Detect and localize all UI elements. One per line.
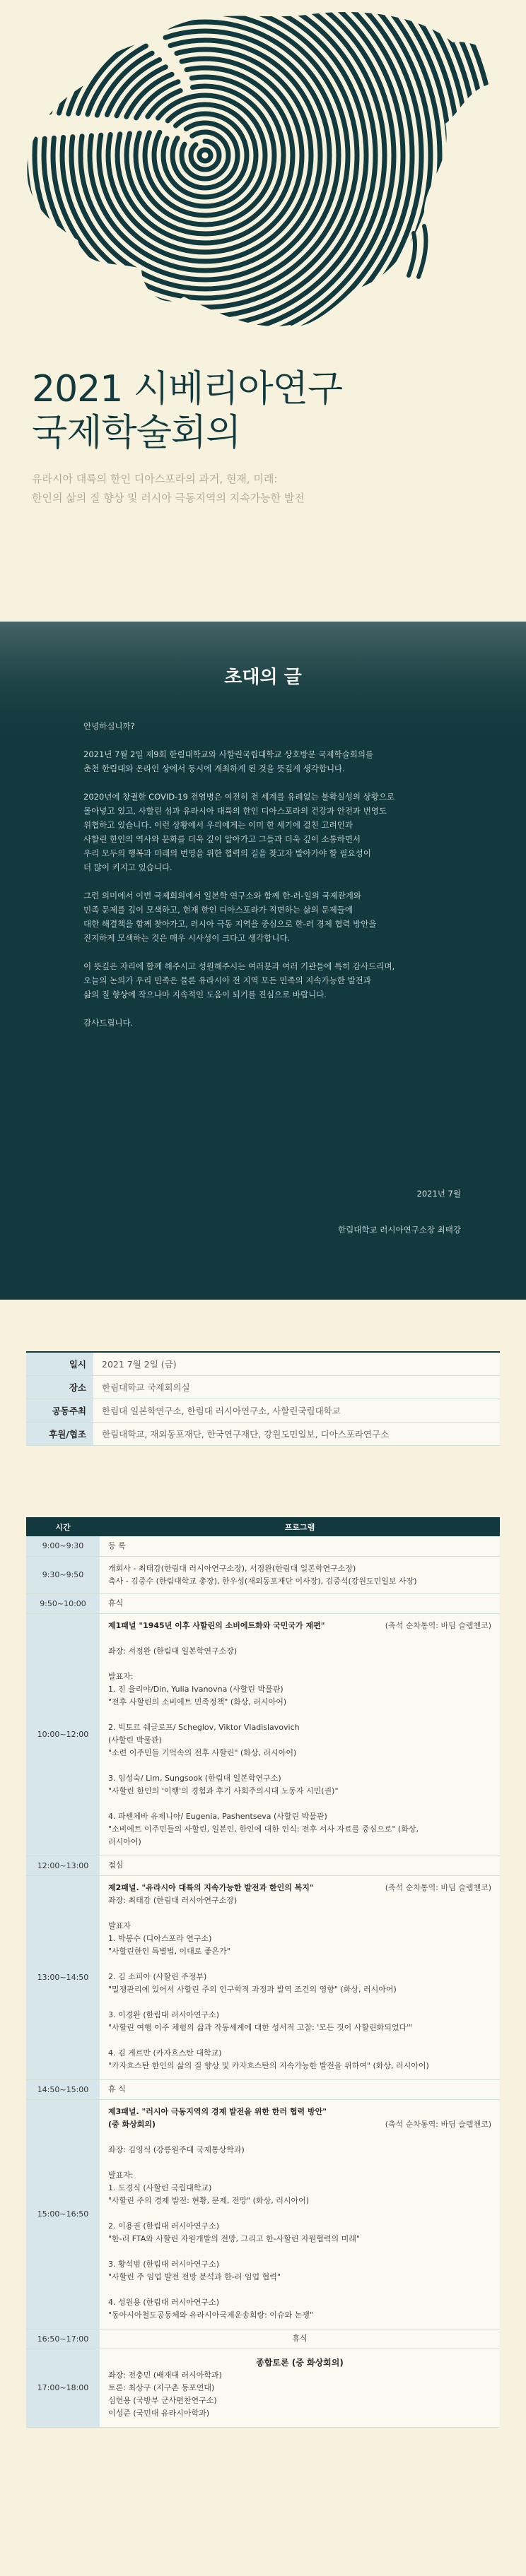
- program-time: 17:00~18:00: [26, 2349, 100, 2427]
- invitation-greeting: 안녕하십니까?: [83, 721, 135, 731]
- presenter-affiliation: (사할린 박물관): [108, 1735, 162, 1745]
- program-time: 9:00~9:30: [26, 1536, 100, 1556]
- invitation-p1-line: 2021년 7월 2일 제9회 한림대학교와 사할린국립대학교 상호방문 국제학술회의를: [83, 749, 374, 759]
- invitation-signature: 한림대학교 러시아연구소장 최태강: [338, 1225, 461, 1235]
- session-title: 종합토론 (중 화상회의): [256, 2357, 344, 2368]
- info-value: 한림대학교, 재외동포재단, 한국연구재단, 강원도민일보, 디아스포라연구소: [93, 1422, 500, 1445]
- program-content: [100, 1613, 500, 1856]
- invitation-paragraph-1: [83, 747, 451, 776]
- presenter-name: 3. 임성숙/ Lim, Sungsook (한림대 일본학연구소): [108, 1773, 281, 1783]
- session-title-line2: (중 화상회의): [108, 2119, 156, 2129]
- program-content: 등 록: [100, 1536, 500, 1556]
- program-content: 휴 식: [100, 2079, 500, 2099]
- program-time: 14:50~15:00: [26, 2079, 100, 2099]
- session-chair: 좌장: 김영식 (강릉원주대 국제통상학과): [108, 2144, 245, 2154]
- presentation-title: 러시아어): [108, 1836, 141, 1846]
- discussion-panelist: 심헌용 (국방부 군사편찬연구소): [108, 2395, 217, 2405]
- fingerprint-russia-map-icon: [0, 0, 526, 353]
- invitation-p3-line: 진지하게 모색하는 것은 매우 시사성이 크다고 생각합니다.: [83, 933, 291, 943]
- presenter-name: 4. 파쎈체바 유제니아/ Eugenia, Pashentseva (사할린 박물관): [108, 1811, 327, 1821]
- info-row-date: [26, 1352, 500, 1375]
- presentation-title: "사할린 주의 경제 발전: 현황, 문제, 전망" (화상, 러시아어): [108, 2195, 310, 2205]
- invitation-p1-line: 춘천 한림대와 온라인 상에서 동시에 개최하게 된 것을 뜻깊게 생각합니다.: [83, 764, 345, 773]
- presenter-name: 4. 성원용 (한림대 러시아연구소): [108, 2297, 220, 2307]
- presenter-name: 4. 김 게르만 (카자흐스탄 대학교): [108, 2048, 222, 2058]
- info-row-hosts: [26, 1399, 500, 1422]
- program-content: 휴식: [100, 2329, 500, 2349]
- presenter-name: 1. 박봉수 (디아스포라 연구소): [108, 1933, 212, 1943]
- session-header: [108, 1620, 491, 1632]
- invitation-body: [83, 719, 451, 1044]
- hero-subtitle-line1: 유라시아 대륙의 한인 디아스포라의 과거, 현재, 미래:: [32, 473, 278, 485]
- hero-section: [0, 0, 526, 622]
- hero-title-line1: 2021 시베리아연구: [32, 368, 343, 410]
- invitation-paragraph-3: [83, 889, 451, 945]
- presenter-name: 1. 진 율리야/Din, Yulia Ivanovna (사할린 박물관): [108, 1684, 284, 1694]
- program-time: 15:00~16:50: [26, 2099, 100, 2329]
- program-content: 점심: [100, 1856, 500, 1875]
- info-label: 일시: [26, 1352, 93, 1375]
- program-row-discussion: [26, 2349, 500, 2427]
- info-label: 장소: [26, 1375, 93, 1399]
- presentation-title: "사할린 한인의 '이행'의 경험과 후기 사회주의시대 노동자 시민(권)": [108, 1786, 339, 1796]
- invitation-date: 2021년 7월: [416, 1189, 461, 1199]
- session-interpreter: (축석 순차통역: 바딤 슬렙첸코): [385, 1620, 491, 1630]
- invitation-p2-line: 우리 모두의 행복과 미래의 번영을 위한 협력의 길을 찾고자 발아가야 할 필요성이: [83, 848, 371, 858]
- program-header-row: [26, 1517, 500, 1536]
- invitation-paragraph-2: [83, 790, 451, 874]
- program-time: 9:30~9:50: [26, 1556, 100, 1593]
- hero-subtitle-line2: 한인의 삶의 질 향상 및 러시아 극동지역의 지속가능한 발전: [32, 492, 305, 504]
- program-content: [100, 2349, 500, 2427]
- presenter-name: 1. 도경식 (사할린 국립대학교): [108, 2183, 212, 2192]
- program-content: [100, 1875, 500, 2079]
- presenter-name: 2. 김 소피아 (사할린 주정부): [108, 1971, 207, 1981]
- program-row-break: [26, 1593, 500, 1613]
- session-header: [108, 2118, 491, 2131]
- event-info-table: [26, 1351, 500, 1446]
- info-value: 한림대학교 국제회의실: [93, 1375, 500, 1399]
- program-content: 휴식: [100, 1593, 500, 1613]
- info-value: 한림대 일본학연구소, 한림대 러시아연구소, 사할린국립대학교: [93, 1399, 500, 1422]
- session-chair: 좌장: 서정완 (한림대 일본학연구소장): [108, 1646, 238, 1656]
- invitation-p3-line: 대한 해결책을 함께 찾아가고, 러시아 극동 지역을 중심으로 한-러 경제 협력 방안을: [83, 919, 377, 929]
- info-row-venue: [26, 1375, 500, 1399]
- invitation-p4-line: 오늘의 논의가 우리 민족은 물론 유라시아 전 지역 모든 민족의 지속가능한 발전과: [83, 975, 371, 985]
- session-interpreter: (축석 순차통역: 바딤 슬렙첸코): [385, 1882, 491, 1892]
- info-value: 2021 7월 2일 (금): [93, 1352, 500, 1375]
- program-time: 10:00~12:00: [26, 1613, 100, 1856]
- invitation-paragraph-4: [83, 959, 451, 1002]
- congratulatory-remarks: 축사 - 김중수 (한림대학교 총장), 한우성(재외동포재단 이사장), 김중석(강원도민일보 사장): [108, 1576, 417, 1586]
- invitation-p3-line: 민족 문제를 깊이 모색하고, 현재 한인 디아스포라가 직면하는 삶의 문제들에: [83, 905, 353, 915]
- invitation-p2-line: 사할린 한인의 역사와 문화를 더욱 깊이 알아가고 그들과 더욱 깊이 소통하면서: [83, 834, 361, 844]
- invitation-p2-line: 2020년에 창궐한 COVID-19 전염병은 여전히 전 세계를 유례없는 불확실성의 상황으로: [83, 792, 395, 802]
- presentation-title: "동아시아철도공동체와 유라시아국제운송회랑: 이슈와 논쟁": [108, 2310, 313, 2320]
- program-time: 13:00~14:50: [26, 1875, 100, 2079]
- discussion-chair: 좌장: 전충민 (배재대 러시아학과): [108, 2370, 222, 2380]
- invitation-heading: 초대의 글: [224, 667, 302, 688]
- presentation-title: "한-러 FTA와 사할린 자원개발의 전망, 그리고 한-사할린 자원협력의 미래": [108, 2233, 360, 2243]
- session-interpreter: (축석 순차통역: 바딤 슬렙첸코): [385, 2119, 491, 2129]
- program-row-session-1: [26, 1613, 500, 1856]
- program-row-break-3: [26, 2329, 500, 2349]
- session-presenters-label: 발표자: [108, 1921, 131, 1930]
- session-title: 제2패널. "유라시아 대륙의 지속가능한 발전과 한인의 복지": [108, 1882, 314, 1892]
- opening-remarks: 개회사 - 최태강(한림대 러시아연구소장), 서정완(한림대 일본학연구소장): [108, 1563, 356, 1573]
- hero-title-line2: 국제학술회의: [32, 412, 241, 454]
- invitation-p3-line: 그런 의미에서 이번 국제회의에서 일본학 연구소와 함께 한-러-일의 국제관계와: [83, 891, 362, 901]
- program-time: 9:50~10:00: [26, 1593, 100, 1613]
- presentation-title: "밀쟁관리에 있어서 사할린 주의 인구학적 과정과 발역 조건의 영향" (화상, 러시아어): [108, 1984, 397, 1994]
- program-content: [100, 1556, 500, 1593]
- session-title: 제1패널 "1945년 이후 사할린의 소비에트화와 국민국가 재편": [108, 1620, 325, 1630]
- presentation-title: "사할린한인 특별법, 이대로 좋은가": [108, 1946, 230, 1956]
- presentation-title: "전후 사할린의 소비에트 민족정책" (화상, 러시아어): [108, 1697, 287, 1707]
- presenter-name: 3. 이경완 (한림대 러시아연구소): [108, 2010, 220, 2019]
- session-header: [108, 1882, 491, 1894]
- invitation-p2-line: 위협하고 있습니다. 이런 상황에서 우리에게는 이미 한 세기에 걸친 고려인과: [83, 820, 353, 830]
- session-presenters-label: 발표자:: [108, 2170, 134, 2180]
- presenter-name: 2. 이용권 (한림대 러시아연구소): [108, 2221, 220, 2231]
- program-time: 16:50~17:00: [26, 2329, 100, 2349]
- program-table: [26, 1517, 500, 2428]
- session-chair: 좌장: 최태강 (한림대 러시아연구소장): [108, 1895, 238, 1905]
- presenter-name: 2. 빅토르 쉐글로프/ Scheglov, Viktor Vladislavovich: [108, 1722, 300, 1732]
- presentation-title: "사할린 여행 이주 체험의 삶과 작동세계에 대한 성서적 고찰: '모든 것이 사할린화되었다'": [108, 2022, 413, 2032]
- program-content: [100, 2099, 500, 2329]
- program-row-registration: [26, 1536, 500, 1556]
- presenter-name: 3. 황석범 (한림대 러시아연구소): [108, 2259, 220, 2269]
- presentation-title: "소련 이주민들 기억속의 전후 사할린" (화상, 러시아어): [108, 1747, 297, 1757]
- presentation-title: "카자흐스탄 한인의 삶의 질 향상 및 카자흐스탄의 지속가능한 발전을 위하여" (화상, 러시아어): [108, 2060, 429, 2070]
- invitation-thanks: 감사드립니다.: [83, 1018, 134, 1028]
- invitation-p4-line: 이 뜻깊은 자리에 함께 해주시고 성원해주시는 여러분과 여러 기관들에 특히 감사드리며,: [83, 961, 395, 971]
- discussion-panelist: 이성준 (국민대 유라시아학과): [108, 2408, 210, 2418]
- invitation-p4-line: 삶의 질 향상에 작으나마 지속적인 도움이 되기를 진심으로 바랍니다.: [83, 990, 327, 999]
- presentation-title: "소비에트 이주민들의 사할린, 일본인, 한인에 대한 인식: 전후 서사 자료를 중심으로" (화상,: [108, 1824, 419, 1834]
- hero-subtitle: [32, 470, 305, 508]
- session-title: 제3패널. "러시아 극동지역의 경제 발전을 위한 한러 협력 방안": [108, 2106, 327, 2116]
- program-row-lunch: [26, 1856, 500, 1875]
- info-label: 공동주최: [26, 1399, 93, 1422]
- presentation-title: "사할린 주 임업 발전 전망 분석과 한-러 임업 협력": [108, 2272, 281, 2281]
- invitation-p2-line: 더 많이 커지고 있습니다.: [83, 862, 173, 872]
- hero-title: [32, 367, 342, 455]
- program-header-program: 프로그램: [100, 1517, 500, 1536]
- program-row-break-2: [26, 2079, 500, 2099]
- program-row-session-2: [26, 1875, 500, 2079]
- session-presenters-label: 발표자:: [108, 1671, 134, 1681]
- program-time: 12:00~13:00: [26, 1856, 100, 1875]
- info-label: 후원/협조: [26, 1422, 93, 1445]
- discussion-panelist: 토론: 최상구 (지구촌 동포연대): [108, 2382, 215, 2392]
- program-row-opening: [26, 1556, 500, 1593]
- program-header-time: 시간: [26, 1517, 100, 1536]
- invitation-p2-line: 몰아넣고 있고, 사할린 섬과 유라시아 대륙의 한인 디아스포라의 건강과 안전과 번영도: [83, 806, 387, 816]
- info-row-sponsors: [26, 1422, 500, 1445]
- invitation-section: [0, 622, 526, 1300]
- program-row-session-3: [26, 2099, 500, 2329]
